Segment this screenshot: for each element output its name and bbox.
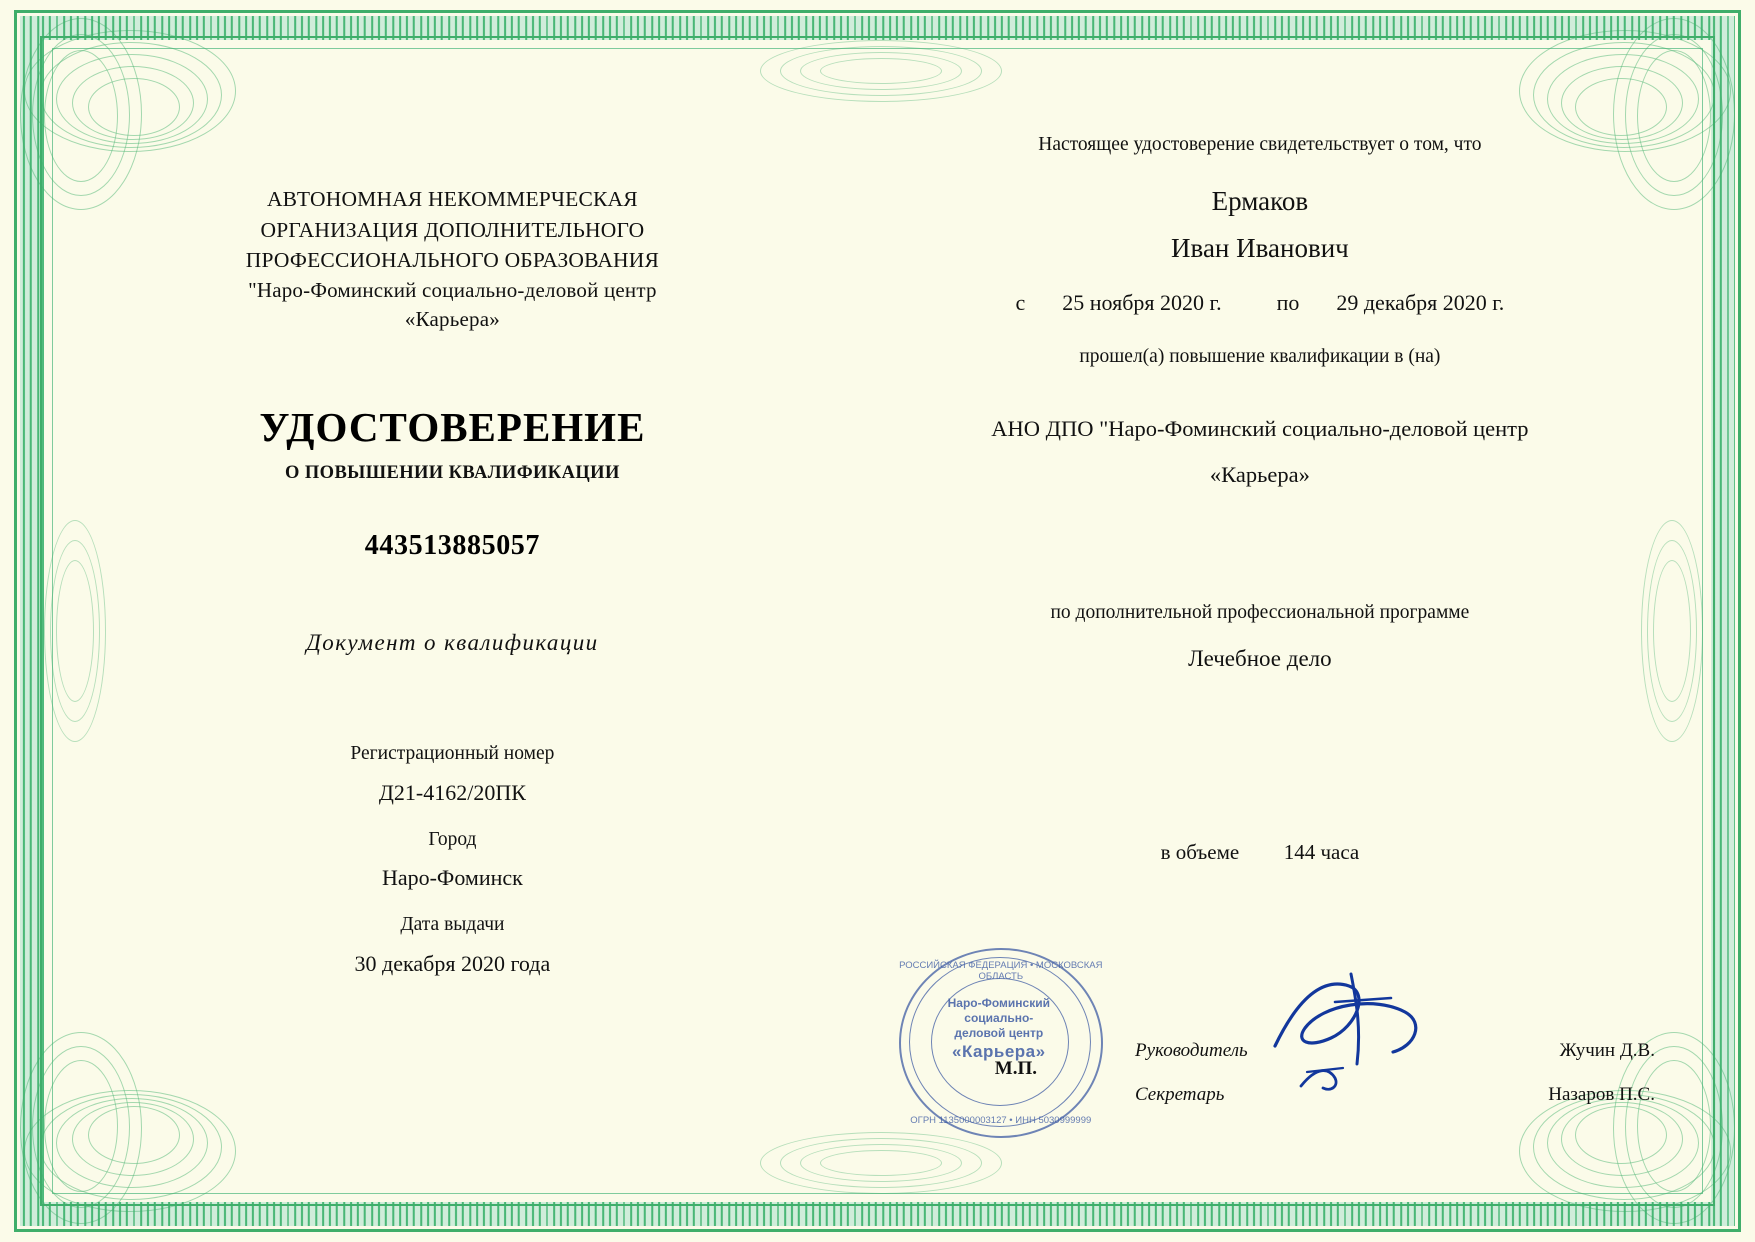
signature-area [845,940,1655,1150]
passed-training-text: прошел(а) повышение квалификации в (на) [1079,346,1441,367]
study-period [875,290,1645,316]
organization-line-1: АВТОНОМНАЯ НЕКОММЕРЧЕСКАЯ [266,187,638,211]
date-from-value: 25 ноября 2020 г. [1062,290,1222,315]
stamp-line-1: Наро-Фоминский [947,996,1050,1010]
city-value: Наро-Фоминск [381,865,523,891]
stamp-place-label: М.П. [994,1058,1038,1079]
organization-line-2: ОРГАНИЗАЦИЯ ДОПОЛНИТЕЛЬНОГО [260,217,645,242]
organization-line-3: ПРОФЕССИОНАЛЬНОГО ОБРАЗОВАНИЯ [245,248,660,273]
document-kind: Документ о квалификации [306,630,599,656]
volume-label: в объеме [1160,840,1240,864]
organization-line-4: "Наро-Фоминский социально-деловой центр [248,277,657,302]
signature-person-secretary: Назаров П.С. [1548,1084,1655,1105]
registration-number-value: Д21-4162/20ПК [378,779,526,805]
date-to-label: по [1276,290,1300,315]
volume-value: 144 часа [1283,840,1360,864]
organization-name-block [100,184,805,335]
volume-block [875,840,1645,865]
registration-number-label: Регистрационный номер [350,743,555,765]
official-stamp [897,944,1105,1140]
stamp-arc-bottom-text: ОГРН 1135000003127 • ИНН 5030999999 [910,1115,1092,1126]
issue-date-label: Дата выдачи [400,914,505,936]
signature-role-director: Руководитель [1134,1040,1248,1061]
program-label: по дополнительной профессиональной программе [1050,602,1470,623]
training-organization-line-1: АНО ДПО "Наро-Фоминский социально-деловой центр [991,416,1529,441]
certifies-intro-text: Настоящее удостоверение свидетельствует о том, что [1038,134,1482,155]
stamp-arc-top-text: РОССИЙСКАЯ ФЕДЕРАЦИЯ • МОСКОВСКАЯ ОБЛАСТЬ [899,960,1103,982]
organization-line-5: «Карьера» [404,307,500,332]
date-to-value: 29 декабря 2020 г. [1336,290,1505,315]
document-title: УДОСТОВЕРЕНИЕ [259,404,646,451]
holder-surname: Ермаков [1211,186,1309,216]
certificate-content [60,56,1695,1186]
document-subtitle: О ПОВЫШЕНИИ КВАЛИФИКАЦИИ [285,463,620,484]
signature-role-secretary: Секретарь [1134,1084,1225,1105]
training-organization-line-2: «Карьера» [1209,462,1310,487]
handwritten-signature [1265,968,1455,1098]
city-label: Город [428,828,477,850]
left-column [60,56,845,1186]
date-from-label: с [1015,290,1026,315]
holder-given-name: Иван Иванович [1171,233,1349,263]
document-number: 443513885057 [364,530,540,562]
issue-date-value: 30 декабря 2020 года [354,950,551,976]
stamp-line-4: «Карьера» [952,1042,1046,1061]
stamp-core-text [925,996,1073,1062]
signature-person-director: Жучин Д.В. [1559,1040,1655,1061]
stamp-line-3: деловой центр [954,1026,1044,1040]
stamp-line-2: социально- [964,1011,1034,1025]
registration-block [100,744,805,975]
right-column [845,56,1695,1186]
program-name: Лечебное дело [1188,646,1332,671]
